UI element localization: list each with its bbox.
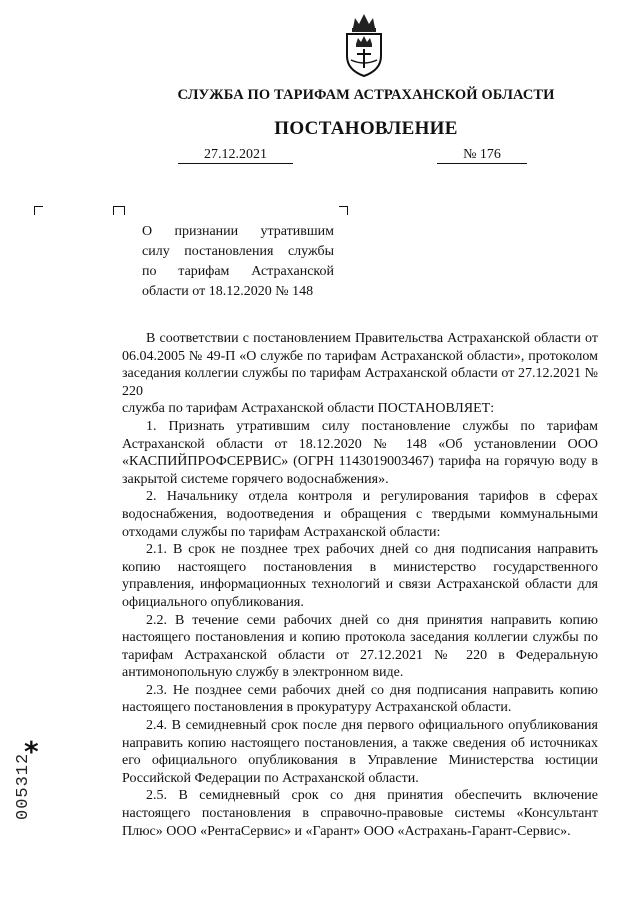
item-paragraph: 2.2. В течение семи рабочих дней со дня принятия направить копию настоящего постановления и копию протокола заседания коллегии службы по тарифам Астраханской области от 27.12.2021 № 220 в Федеральную антимонопольную службу в электронном виде. [122,612,598,681]
subject-line: по тарифам Астраханской [142,264,334,279]
margin-stamp-number: 005312 [14,752,33,820]
item-paragraph: 2. Начальнику отдела контроля и регулирования тарифов в сферах водоснабжения, водоотведения и обращения с твердыми коммунальными отходами службы по тарифам Астраханской области: [122,489,598,540]
item-paragraph: 2.3. Не позднее семи рабочих дней со дня подписания направить копию настоящего постановления в прокуратуру Астраханской области. [122,682,598,716]
preamble-paragraph: В соответствии с постановлением Правительства Астраханской области от 06.04.2005 № 49-П «О службе по тарифам Астраханской области», протоколом заседания коллегии службы по тарифам Астраханской области от 27.12.2021 № 220 [122,331,598,399]
item-paragraph: 1. Признать утратившим силу постановление службы по тарифам Астраханской области от 18.12.2020 № 148 «Об установлении ООО «КАСПИЙПРОФСЕРВИС» (ОГРН 1143019003467) тарифа на горячую воду в закрытой системе горячего водоснабжения». [122,418,598,487]
corner-mark-subject-left-2 [116,206,125,215]
document-number: № 176 [437,147,527,164]
resolves-line: служба по тарифам Астраханской области ПОСТАНОВЛЯЕТ: [122,401,495,417]
coat-of-arms-icon [339,10,389,80]
corner-mark-left [34,206,43,215]
organization-title: СЛУЖБА ПО ТАРИФАМ АСТРАХАНСКОЙ ОБЛАСТИ [177,87,555,103]
document-date: 27.12.2021 [178,147,293,164]
document-type-title: ПОСТАНОВЛЕНИЕ [274,118,458,139]
subject-line: области от 18.12.2020 № 148 [142,284,314,299]
corner-mark-subject-right [339,206,348,215]
document-body [122,330,598,840]
item-paragraph: 2.5. В семидневный срок со дня принятия обеспечить включение настоящего постановления в справочно-правовые системы «Консультант Плюс» ООО «РентаСервис» и «Гарант» ООО «Астрахань-Гарант-Сервис». [122,788,598,839]
document-subject [142,222,334,302]
margin-asterisk: * [24,735,39,768]
item-paragraph: 2.4. В семидневный срок после дня первого официального опубликования направить копию настоящего постановления, а также сведения об источниках его официального опубликования в Управление Министерства юстиции Российской Федерации по Астраханской области. [122,718,598,786]
item-paragraph: 2.1. В срок не позднее трех рабочих дней со дня подписания направить копию настоящего постановления в министерство государственного управления, информационных технологий и связи Астраханской области для официального опубликования. [122,542,598,610]
subject-line: силу постановления службы [142,244,334,259]
subject-line: О признании утратившим [142,224,334,239]
